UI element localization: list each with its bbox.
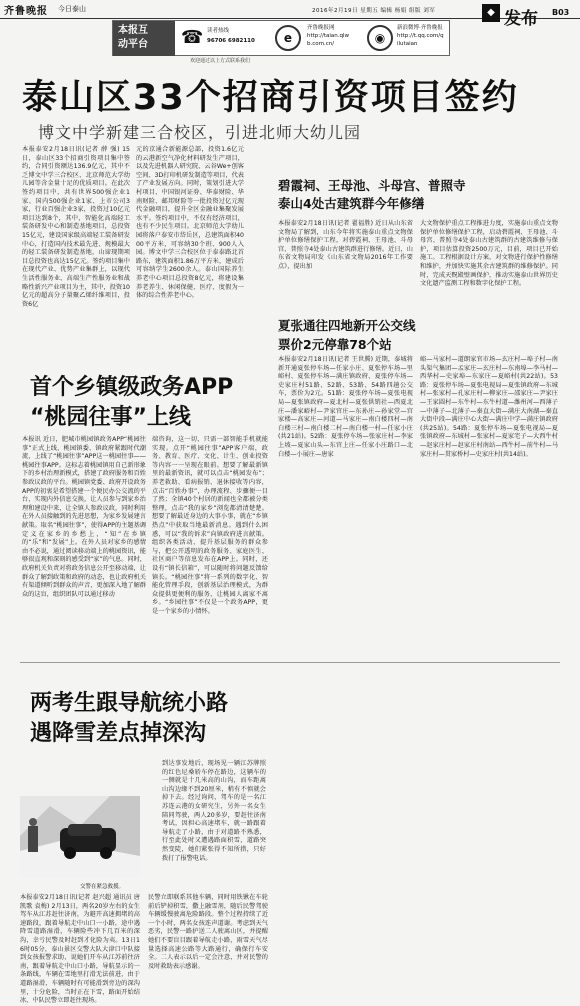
hotline-numbers: 96706 6982110 xyxy=(207,38,255,44)
app-body-col2: 端咨询，这一切，只需一部智能手机就能实现。点开“桃园往事”APP客户端，政务、教育、医疗、文化、计生、创业投资等内容一一呈现在眼前。想要了解最新镇里的最新资讯，就可以点击“桃园发布”；养老救助、看病报销、退休接收等内容，点击“百姓办事”，办理流程、步骤便一目了然；全镇40个村居的新闻也全都被分类整理，点击“我的家乡”浏览都清清楚楚。想要了解最近身边的大事小事，就在“乡镇热点”中获取当地最新消息。遇到什么困惑，可以“我的诉求”向镇政府进言献策。组织各类活动，提升基层服务的群众参与，把公开透明的政务服务、家庭医生、社区商户等信息发布在APP上。同时，还设有“镇长信箱”，可以随时将问题反馈给镇长。“桃园往事”将一系列的数字化、智能化管理手段，创新基层治理模式，为群众提供更便利的服务，让桃园人离家不离乡。“乡园往事”不仅是一个政务APP，更是一个家乡的小情怀。 xyxy=(152,436,268,615)
section-title: 发布 xyxy=(504,9,538,29)
temples-body-col1: 本报泰安2月18日讯(记者 翟福胜) 近日从山东省文物局了解到，山东今年将实施泰山重点文物保护单位修缮保护工程，对碧霞祠、王母池、斗母宫、普照寺4处泰山古建筑群进行修缮。近日，山东省文物局印发《山东省文物局2016年工作要点》，提出加 xyxy=(278,220,413,270)
platform-badge: 本报互 动平台 xyxy=(113,21,175,56)
promo-footer: 欢迎通过以上方式联系我们 xyxy=(190,58,251,64)
section-divider xyxy=(20,662,560,663)
weibo-url-2: ilutaian xyxy=(397,41,418,47)
hotline-label: 读者热线 xyxy=(207,28,230,34)
section-name: 今日泰山 xyxy=(58,5,86,13)
weibo-url-1: http://t.qq.com/q xyxy=(397,33,444,39)
temples-headline-1: 碧霞祠、王母池、斗母宫、普照寺 xyxy=(278,178,466,193)
snow-body-top: 到达事发地后，现场见一辆江苏牌照的红色尼桑轿车停在路边，这辆车的一侧就是十几米高的山沟，而车距离山沟边缘不到20厘米，稍有不慎就会掉下去。经过询问，驾车的是一名江苏连云港的女研究生，另外一名女生陪同驾驶，两人20多岁，要赶往济南考试，因担心高速堵车，就一路跟着导航走了小路，由于对道路不熟悉，行至此处时又遭遇路面积雪，道路突然变陡，她们紧张得不知所措，只好拨打了报警电话。 xyxy=(162,760,266,862)
lead-headline: 泰山区33个招商引资项目签约 xyxy=(22,78,519,118)
photo-caption: 交警在紧急救援。 xyxy=(80,884,125,890)
snow-headline-2: 遇降雪差点掉深沟 xyxy=(30,721,207,746)
lead-subhead: 博文中学新建三合校区，引进北师大幼儿园 xyxy=(38,123,362,142)
masthead: 齐鲁晚报 xyxy=(4,6,48,17)
lead-body-col1: 本报泰安2月18日讯(记者 薛 强) 15日，泰山区33个招商引资项目集中签约，合同引资额达136.9亿元，其中不乏博文中学三合校区、北京师范大学幼儿园等含金量十足的优质项目。在此次签约项目中，共有世界500强企业1家、国内500强企业1家、上市公司3家，行业百强企业3家，投资过10亿元项目达到8个，其中，智能化高端轻工装备研发中心和制造基地项目，总投资15亿元，建设国家级高端轻工装备研发中心，打造国内技术最先进、规模最大的轻工装备研发制造基地，山谛现期项目总投资也高达15亿元。签约项目集中在现代产业、优势产业集群上，以现代生活性服务业、高端生产性服务业和战略性新兴产业项目为主，其中，投资10亿元的超高分子量聚乙烯纤维项目，投资6亿 xyxy=(22,146,130,308)
bus-headline-2: 票价2元停靠78个站 xyxy=(278,337,392,352)
weibo-icon: ◉ xyxy=(367,25,393,51)
interactive-platform-banner xyxy=(112,20,450,56)
page-number: B03 xyxy=(552,8,570,17)
section-icon: ◆ xyxy=(482,4,500,22)
temples-body-col2: 大文物保护重点工程推进力度，实施泰山重点文物保护单位修缮保护工程，启动碧霞祠、王母池、斗母宫、普照寺4处泰山古建筑群的古建筑维修与保护，项目估算投资2500万元，目前，项目已开始施工。工程根据设计方案，对文物进行保护性修缮和维护，并加快实施其余古建筑群的维修保护。同时，完成天贶殿壁画保护，推动实施泰山世界历史文化遗产监测工程和数字化保护工程。 xyxy=(420,220,558,288)
lead-body-col2: 元的京通合新能源总部，投资1.6亿元的云港新空气净化材料研发生产项目，以及先进机器人研究院、云谷We+创客空间、3D打印机研发制造等项目，代表了产业发展方向。同时，策划引进大学村项目、中国银河证券、华泰财险、华南财险、邮邦财险等一批投资过亿元现代金融项目，提升全区金融业集聚发展水平。签约项目中，不仅有经济项目，也有不少民生项目。北京师范大学幼儿园将落户泰安市岱岳区，总建筑面积4000平方米，可容纳30个班、900人入园。博文中学三合校区位于泰泰路北首路东，建筑面积1.86万平方米，建成后可容纳学生2600余人。泰山国际养生养老中心项目总投资8亿元，将建设集养老养生、休闲保健、医疗、度假为一体的综合性养老中心。 xyxy=(136,146,244,300)
site-url-2: b.com.cn/ xyxy=(307,41,335,47)
temples-headline-2: 泰山4处古建筑群今年修缮 xyxy=(278,196,425,211)
app-headline-1: 首个乡镇级政务APP xyxy=(30,375,234,400)
app-body-col1: 本报讯 近日，肥城市桃园镇政务APP“桃园往事”正式上线，桃园镇委、镇政府紧跟时代潮流，上线了“桃园往事”APP这一桃园往事——桃园往事APP。这标志着桃园镇用自己新形象下的乡村治理新模式，搭建了政府服务和百姓参政议政的平台。桃园镇党委、政府开设政务APP的初衷是希望搭建一个便民办公交流的平台，实现内外信息交换，让人员参与到家乡治理和建设中来，让全镇人参政议政，同时利用在外人员接触到的先进思想，为家乡发展建言献策。取名“桃园往事”，使得APP的主题基调定义在家乡的乡愁上，“知”在乡镇的“乐”和“发展”上。在外人员对家乡的感情由不必说，通过阅读移动端上的桃园资讯，能够很直观和深刻的感受到“家”的气息。同时，政府机关负责对将政务信息公开至移动端，让群众了解到政策和政府的动态，也让政府机关有渠道倾听到群众的声音，更加深入地了解群众的这盲，组织团队可以通过移动 xyxy=(22,436,146,598)
bus-body-col1: 本报泰安2月18日讯(记者 王世腾) 近期，泰城将新开通夏张停车场—任家小庄、夏张停车场—里峪村、夏张停车场—满庄镇政府、夏张停车场—史家庄村51路、52路、53路、54路四趟公交车，票价为2元。51路：夏张停车场—夏张电视局—夏张镇政府—夏北村—夏张供销社—西夏北庄—潘家峪村—尹家官庄—东孙庄—孙家堂—宫家楼—高家庄—河道—马家庄—南白楼四村—南白楼三村—南白楼二村—南白楼一村—任家小庄(共21站)。52路：夏张停车场—张家庄村—李家上坡—夏家山头—东官上庄—任家小庄路口—北白楼—小展庄—唐家 xyxy=(278,356,413,458)
site-url-1: http://taian.qlw xyxy=(307,33,350,39)
snow-headline-1: 两考生跟导航统小路 xyxy=(30,691,229,716)
bus-body-col2: 峪—马家村—道朗家官市场—玄庄村—埠子村—南头渠气集团—孟家庄—玄庄村—东南埠—李马村—西华村—史家埠—东家庄—夏峪村(共22站)。53路：夏张停车场—夏张电视局—夏张镇政府—东城村—张家村—孔家庄村—柳家庄—邵家庄—尹家庄—王家圆村—东牛村—东牛村道—潍州河—西薄子—中薄子—北薄子—秦直大街—满庄大南湖—秦直大街中段—满庄中心大街—满庄中学—满庄镇政府(共25站)。54路：夏张停车场—夏张电视局—夏张镇政府—东城村—张家村—夏家宅子—大西牛村—赵家庄村—赵家庄村南站—西牛村—前牛村—马家庄村—贯家桥村—史家庄村(共14站)。 xyxy=(420,356,558,458)
bus-headline-1: 夏张通往四地新开公交线 xyxy=(278,318,416,333)
snow-body-left: 本报泰安2月18日讯(记者 赵兴超 通讯员 唐凯歌 袁梅) 2月13日，两名20岁左右的女生驾车从江苏赶往济南，为避开高速拥堵的高速路段，跟着导航走中山口一小路，途中遇降雪道路湿滑，车辆险些冲下几百米的深沟，幸亏民警及时赶到才化险为夷。13日16时05分，泰山景区交警大队大津口中队接到女孩报警求助，说她们开车从江苏前往济南，跟着导航走中山口小路，导航显示的一条路线，车辆在雪地里打滑无法前进，由于道路湿滑，车辆随时有可能滑到旁边的深沟里，十分危险，当时正在下雪，路面开始结冰，中队民警立即赶往现场。 xyxy=(20,894,140,1005)
rescue-photo xyxy=(20,796,140,878)
app-headline-2: “桃园往事”上线 xyxy=(30,405,191,430)
dateline: 2016年2月19日 星期五 编辑 杨娟 组版 刘军 xyxy=(312,8,436,14)
phone-icon: ☎ xyxy=(181,27,204,48)
browser-icon: e xyxy=(275,25,301,51)
snow-body-right: 民警立即联系其他车辆，同时用铁锹在车轮前后铲掉积雪，撒上融雪剂，随后民警驾驶车辆缓慢驶离危险路段。整个过程持续了近一个小时，两名女孩连声道谢。考虑到天气恶劣，民警一路护送二人驶离山区，并提醒她们不要盲目跟着导航走小路，雨雪天气尽量选择高速公路等大路通行，确保行车安全。二人表示以后一定会注意，并对民警的及时救助表示感谢。 xyxy=(148,894,268,970)
weibo-label: 新浪微博·齐鲁晚报 xyxy=(397,25,443,31)
site-label: 齐鲁晚报网 xyxy=(307,25,335,31)
